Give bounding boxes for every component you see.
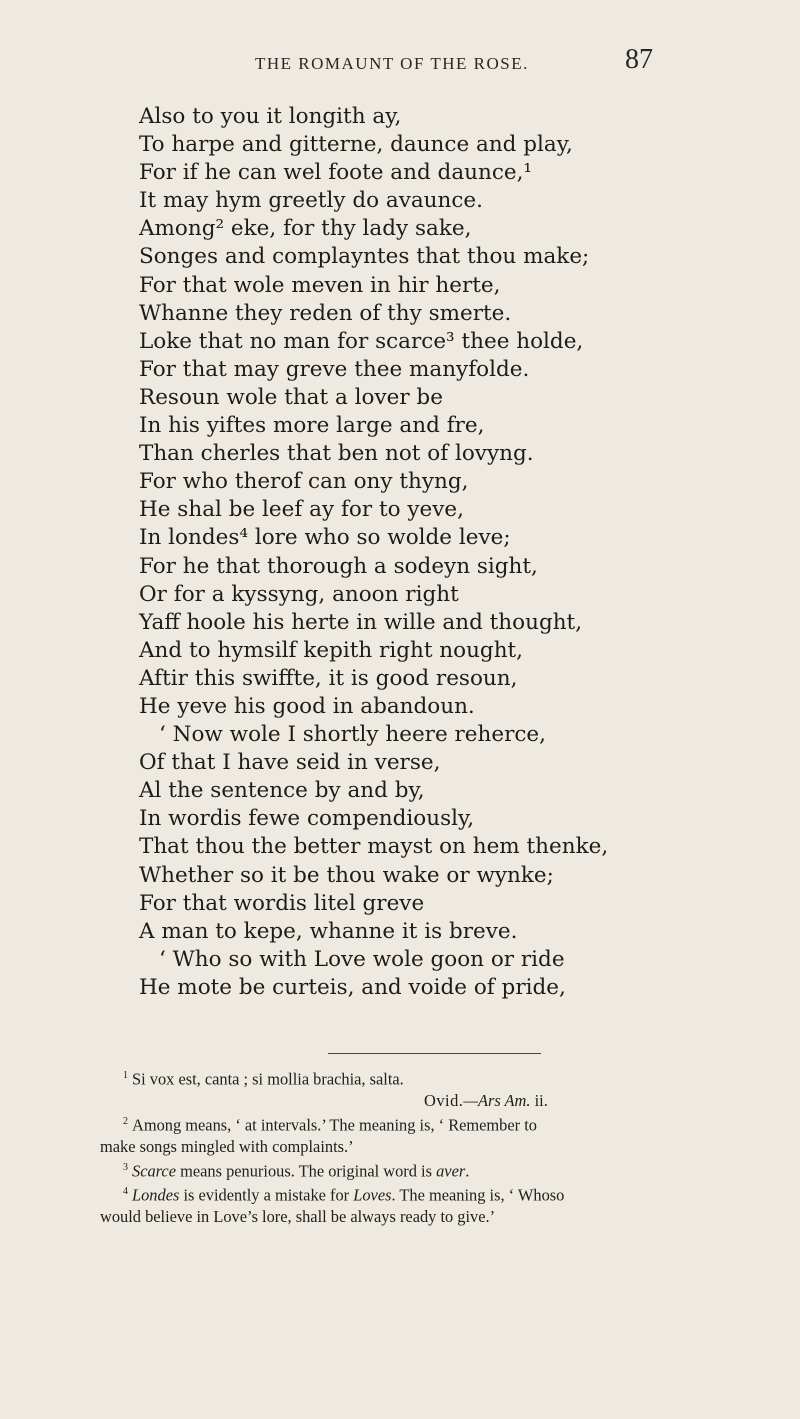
poem-line: He yeve his good in abandoun.	[139, 693, 475, 719]
footnote-text: Si vox est, canta ; si mollia brachia, salta.	[132, 1069, 404, 1089]
poem-line: Yaff hoole his herte in wille and thought,	[139, 609, 583, 635]
poem-text	[139, 103, 699, 1002]
running-title: THE ROMAUNT OF THE ROSE.	[255, 54, 529, 73]
poem-line: It may hym greetly do avaunce.	[139, 188, 483, 214]
footnote-2-continued	[100, 1136, 732, 1157]
footnote-text: means penurious. The original word is	[176, 1161, 437, 1181]
poem-line: Than cherles that ben not of lovyng.	[139, 441, 534, 467]
footnote-text: make songs mingled with complaints.’	[100, 1136, 354, 1156]
footnote-4-continued	[100, 1206, 732, 1227]
poem-line: For that may greve thee manyfolde.	[139, 356, 530, 382]
footnote-mark: 3	[123, 1161, 128, 1173]
poem-line: For who therof can ony thyng,	[139, 469, 469, 495]
poem-line: To harpe and gitterne, daunce and play,	[139, 132, 573, 158]
poem-line: Also to you it longith ay,	[139, 104, 402, 129]
footnote-text: Among means, ‘ at intervals.’ The meaning is, ‘ Remember to	[132, 1115, 537, 1135]
poem-line: In wordis fewe compendiously,	[139, 806, 475, 832]
page-number: 87	[625, 44, 653, 75]
poem-line: Aftir this swiffte, it is good resoun,	[139, 665, 518, 691]
poem-line: ‘ Now wole I shortly heere reherce,	[159, 722, 546, 748]
footnote-text: would believe in Love’s lore, shall be always ready to give.’	[100, 1207, 496, 1227]
poem-line: Among² eke, for thy lady sake,	[139, 216, 472, 242]
footnote-term: Loves	[353, 1185, 392, 1205]
poem-line: ‘ Who so with Love wole goon or ride	[159, 946, 565, 972]
poem-line: In londes⁴ lore who so wolde leve;	[139, 525, 511, 551]
poem-line: For that wordis litel greve	[139, 890, 425, 916]
citation-work: —Ars Am.	[463, 1090, 531, 1110]
poem-line: He shal be leef ay for to yeve,	[139, 497, 464, 523]
citation-author: Ovid.	[424, 1090, 464, 1110]
poem-line: He mote be curteis, and voide of pride,	[139, 974, 566, 1000]
footnote-text: is evidently a mistake for	[179, 1185, 354, 1205]
footnote-mark: 2	[123, 1115, 128, 1127]
poem-line: Al the sentence by and by,	[139, 778, 425, 804]
footnote-1-citation	[100, 1090, 732, 1111]
running-head	[0, 44, 800, 88]
footnote-text: . The meaning is, ‘ Whoso	[391, 1185, 565, 1205]
footnotes	[100, 1065, 732, 1227]
poem-line: For he that thorough a sodeyn sight,	[139, 553, 538, 579]
footnote-term: Londes	[132, 1185, 180, 1205]
footnote-3	[100, 1157, 732, 1182]
citation-book: ii.	[530, 1090, 548, 1110]
poem-line: Or for a kyssyng, anoon right	[139, 581, 459, 607]
poem-line: Whether so it be thou wake or wynke;	[139, 862, 554, 888]
footnote-1	[100, 1065, 732, 1090]
poem-line: And to hymsilf kepith right nought,	[139, 637, 524, 663]
poem-line: Of that I have seid in verse,	[139, 750, 441, 776]
footnote-rule	[328, 1053, 541, 1054]
poem-line: That thou the better mayst on hem thenke,	[139, 834, 609, 860]
footnote-mark: 1	[123, 1070, 128, 1081]
poem-line: Whanne they reden of thy smerte.	[139, 300, 512, 326]
footnote-4	[100, 1181, 732, 1206]
footnote-2	[100, 1111, 732, 1136]
poem-line: Songes and complayntes that thou make;	[139, 244, 590, 270]
poem-line: In his yiftes more large and fre,	[139, 413, 485, 439]
poem-line: A man to kepe, whanne it is breve.	[139, 918, 518, 944]
footnote-mark: 4	[123, 1186, 128, 1198]
poem-line: Resoun wole that a lover be	[139, 384, 443, 410]
footnote-text: .	[465, 1161, 470, 1181]
footnote-term: Scarce	[132, 1161, 176, 1181]
poem-line: For if he can wel foote and daunce,¹	[139, 160, 533, 186]
poem-line: Loke that no man for scarce³ thee holde,	[139, 328, 584, 354]
footnote-term: aver	[436, 1161, 466, 1181]
poem-line: For that wole meven in hir herte,	[139, 272, 501, 298]
